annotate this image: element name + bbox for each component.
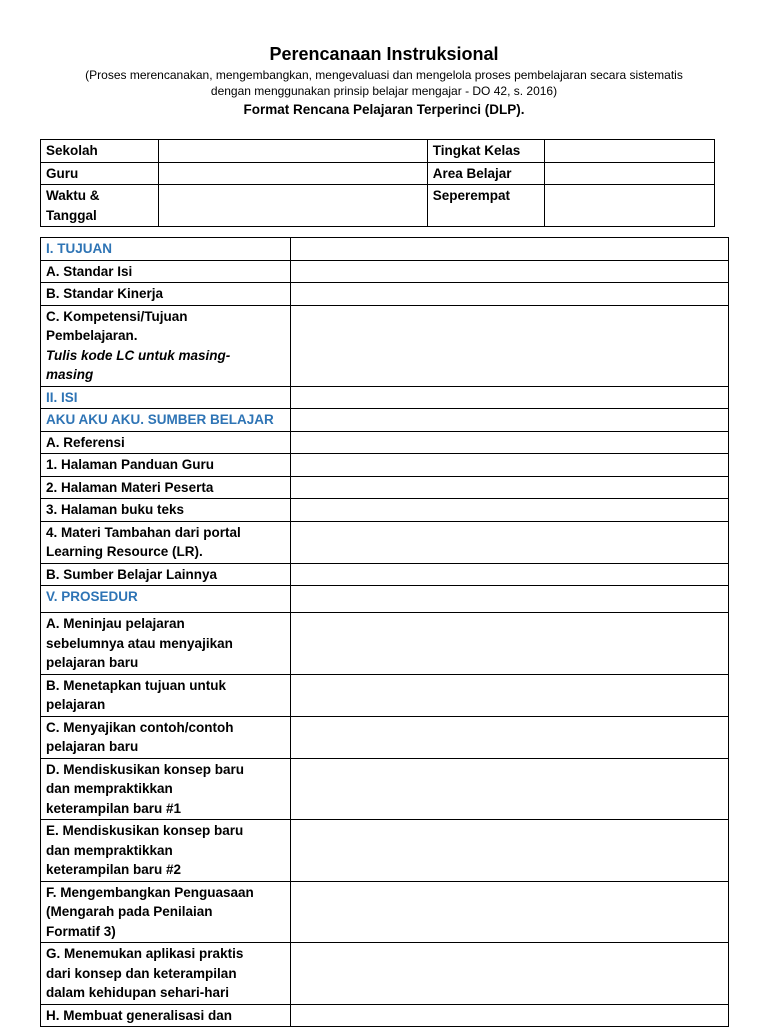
lesson-plan-table [40, 237, 729, 1027]
field-standar-isi[interactable] [291, 260, 729, 283]
label-materi-tambahan [41, 521, 291, 563]
prosedur-c-line-1: C. Menyajikan contoh/contoh [46, 719, 234, 735]
label-waktu-tanggal [41, 185, 159, 227]
field-tingkat-kelas[interactable] [545, 140, 715, 163]
label-prosedur-b [41, 674, 291, 716]
prosedur-a-line-1: A. Meninjau pelajaran [46, 616, 185, 631]
label-waktu: Waktu & [46, 188, 100, 203]
field-panduan-guru[interactable] [291, 454, 729, 477]
prosedur-c-line-2: pelajaran baru [46, 739, 139, 754]
field-materi-tambahan[interactable] [291, 521, 729, 563]
prosedur-b-line-2: pelajaran [46, 697, 106, 712]
prosedur-a-line-2: sebelumnya atau menyajikan [46, 635, 233, 651]
prosedur-f-line-2: (Mengarah pada Penilaian [46, 904, 213, 919]
prosedur-e-line-3: keterampilan baru #2 [46, 862, 182, 877]
label-kompetensi [41, 305, 291, 386]
label-prosedur-e [41, 820, 291, 882]
prosedur-e-line-1: E. Mendiskusikan konsep baru [46, 823, 244, 838]
field-prosedur-f[interactable] [291, 881, 729, 943]
format-title: Format Rencana Pelajaran Terperinci (DLP). [243, 102, 525, 117]
prosedur-g-line-2: dari konsep dan keterampilan [46, 965, 237, 981]
field-sumber-lainnya[interactable] [291, 563, 729, 586]
label-prosedur-f [41, 881, 291, 943]
field-prosedur-d[interactable] [291, 758, 729, 820]
label-prosedur-c [41, 716, 291, 758]
prosedur-e-line-2: dan mempraktikkan [46, 842, 173, 858]
label-seperempat: Seperempat [427, 185, 545, 227]
field-prosedur-c[interactable] [291, 716, 729, 758]
kompetensi-note-1: Tulis kode LC untuk masing- [46, 347, 231, 363]
label-prosedur-h [41, 1004, 291, 1027]
label-sumber-lainnya: B. Sumber Belajar Lainnya [41, 563, 291, 586]
label-standar-kinerja: B. Standar Kinerja [41, 283, 291, 306]
label-tanggal: Tanggal [46, 207, 97, 223]
kompetensi-note-2: masing [46, 367, 94, 382]
field-prosedur-g[interactable] [291, 943, 729, 1005]
field-waktu-tanggal[interactable] [158, 185, 427, 227]
field-prosedur-b[interactable] [291, 674, 729, 716]
field-materi-peserta[interactable] [291, 476, 729, 499]
prosedur-d-line-3: keterampilan baru #1 [46, 800, 182, 816]
field-prosedur-a[interactable] [291, 613, 729, 675]
prosedur-a-line-3: pelajaran baru [46, 655, 139, 670]
section-isi: II. ISI [41, 386, 291, 409]
label-prosedur-a [41, 613, 291, 675]
label-prosedur-d [41, 758, 291, 820]
label-standar-isi: A. Standar Isi [41, 260, 291, 283]
label-guru: Guru [41, 162, 159, 185]
page-title: Perencanaan Instruksional [269, 44, 499, 64]
field-buku-teks[interactable] [291, 499, 729, 522]
prosedur-d-line-2: dan mempraktikkan [46, 781, 173, 796]
label-tingkat-kelas: Tingkat Kelas [427, 140, 545, 163]
subtitle-line-1: (Proses merencanakan, mengembangkan, mengevaluasi dan mengelola proses pembelajaran secara sistematis [85, 68, 683, 82]
field-sumber-belajar[interactable] [291, 409, 729, 432]
label-prosedur-g [41, 943, 291, 1005]
section-prosedur: V. PROSEDUR [41, 586, 291, 613]
field-isi[interactable] [291, 386, 729, 409]
field-prosedur-e[interactable] [291, 820, 729, 882]
label-panduan-guru: 1. Halaman Panduan Guru [41, 454, 291, 477]
field-area-belajar[interactable] [545, 162, 715, 185]
label-buku-teks: 3. Halaman buku teks [41, 499, 291, 522]
prosedur-d-line-1: D. Mendiskusikan konsep baru [46, 761, 245, 777]
prosedur-h-line-1: H. Membuat generalisasi dan [46, 1007, 233, 1023]
page-subtitle [40, 67, 728, 99]
label-referensi: A. Referensi [41, 431, 291, 454]
section-sumber-belajar: AKU AKU AKU. SUMBER BELAJAR [41, 409, 291, 432]
field-kompetensi[interactable] [291, 305, 729, 386]
prosedur-g-line-3: dalam kehidupan sehari-hari [46, 985, 230, 1000]
field-guru[interactable] [158, 162, 427, 185]
field-sekolah[interactable] [158, 140, 427, 163]
kompetensi-line-2: Pembelajaran. [46, 328, 138, 343]
kompetensi-line-1: C. Kompetensi/Tujuan [46, 308, 188, 324]
section-tujuan: I. TUJUAN [41, 238, 291, 261]
label-sekolah: Sekolah [41, 140, 159, 163]
label-area-belajar: Area Belajar [427, 162, 545, 185]
field-standar-kinerja[interactable] [291, 283, 729, 306]
materi-tambahan-line-1: 4. Materi Tambahan dari portal [46, 524, 241, 540]
field-tujuan[interactable] [291, 238, 729, 261]
field-prosedur-h[interactable] [291, 1004, 729, 1027]
materi-tambahan-line-2: Learning Resource (LR). [46, 544, 203, 559]
info-table [40, 139, 715, 227]
field-seperempat[interactable] [545, 185, 715, 227]
prosedur-g-line-1: G. Menemukan aplikasi praktis [46, 946, 244, 961]
field-prosedur[interactable] [291, 586, 729, 613]
prosedur-f-line-3: Formatif 3) [46, 923, 116, 939]
prosedur-b-line-1: B. Menetapkan tujuan untuk [46, 677, 227, 693]
subtitle-line-2: dengan menggunakan prinsip belajar mengajar - DO 42, s. 2016) [210, 84, 558, 98]
field-referensi[interactable] [291, 431, 729, 454]
prosedur-f-line-1: F. Mengembangkan Penguasaan [46, 884, 254, 900]
label-materi-peserta: 2. Halaman Materi Peserta [41, 476, 291, 499]
